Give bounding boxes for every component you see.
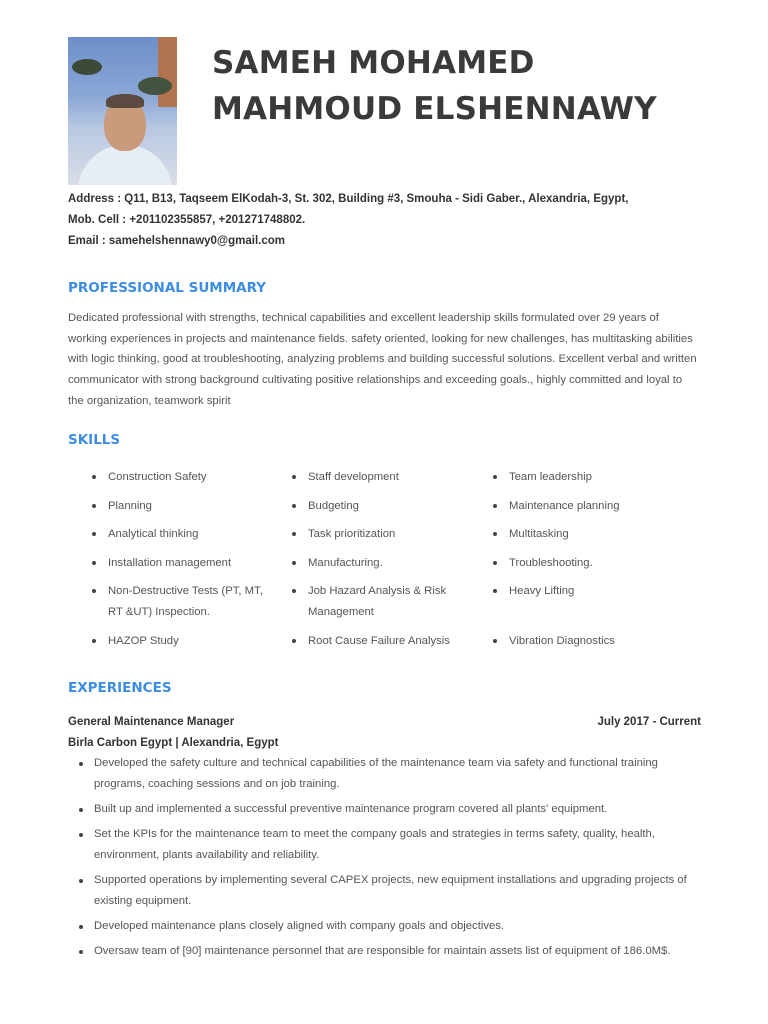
summary-heading: PROFESSIONAL SUMMARY — [68, 280, 267, 296]
job-dates: July 2017 - Current — [597, 716, 701, 728]
skill-item: HAZOP Study — [90, 631, 270, 652]
skill-item: Manufacturing. — [290, 553, 470, 574]
responsibility-item: Oversaw team of [90] maintenance personnel that are responsible for maintain assets list of equipment of 186.0M$. — [76, 941, 706, 962]
photo-hair — [106, 94, 144, 108]
skill-item: Vibration Diagnostics — [491, 631, 671, 652]
job-company: Birla Carbon Egypt | Alexandria, Egypt — [68, 737, 279, 749]
responsibility-item: Developed the safety culture and technical capabilities of the maintenance team via safety and functional training programs, coaching sessions and on job training. — [76, 753, 706, 795]
name-line-1: SAMEH MOHAMED — [212, 45, 535, 81]
responsibility-item: Built up and implemented a successful preventive maintenance program covered all plants' equipment. — [76, 799, 706, 820]
responsibility-item: Set the KPIs for the maintenance team to meet the company goals and strategies in terms safety, quality, health, environment, plants availability and reliability. — [76, 824, 706, 866]
skill-item: Heavy Lifting — [491, 581, 671, 602]
skill-item: Construction Safety — [90, 467, 270, 488]
skill-item: Team leadership — [491, 467, 671, 488]
skill-item: Staff development — [290, 467, 470, 488]
skill-item: Root Cause Failure Analysis — [290, 631, 470, 652]
skill-item: Non-Destructive Tests (PT, MT, RT &UT) Inspection. — [90, 581, 270, 622]
mobile-line: Mob. Cell : +201102355857, +201271748802. — [68, 214, 306, 226]
experiences-heading: EXPERIENCES — [68, 680, 172, 696]
job-responsibilities — [76, 753, 706, 966]
skill-item: Analytical thinking — [90, 524, 270, 545]
profile-photo — [68, 37, 177, 185]
skill-item: Installation management — [90, 553, 270, 574]
photo-palm-tree — [138, 77, 172, 95]
name-line-2: MAHMOUD ELSHENNAWY — [212, 91, 657, 127]
skill-item: Task prioritization — [290, 524, 470, 545]
skill-item: Job Hazard Analysis & Risk Management — [290, 581, 470, 622]
skill-item: Maintenance planning — [491, 496, 671, 517]
skill-item: Multitasking — [491, 524, 671, 545]
skill-item: Planning — [90, 496, 270, 517]
photo-shirt — [78, 145, 172, 185]
email-line: Email : samehelshennawy0@gmail.com — [68, 235, 286, 247]
responsibility-item: Developed maintenance plans closely aligned with company goals and objectives. — [76, 916, 706, 937]
contact-block — [68, 189, 728, 252]
job-title: General Maintenance Manager — [68, 716, 235, 728]
photo-palm-tree — [72, 59, 102, 75]
photo-background-wall — [158, 37, 177, 107]
skills-heading: SKILLS — [68, 432, 121, 448]
skill-item: Troubleshooting. — [491, 553, 671, 574]
address-line: Address : Q11, B13, Taqseem ElKodah-3, St. 302, Building #3, Smouha - Sidi Gaber., Alexandria, Egypt, — [68, 193, 629, 205]
candidate-name — [212, 40, 657, 132]
skill-item: Budgeting — [290, 496, 470, 517]
responsibility-item: Supported operations by implementing several CAPEX projects, new equipment installations and upgrading projects of existing equipment. — [76, 870, 706, 912]
summary-text: Dedicated professional with strengths, technical capabilities and excellent leadership skills formulated over 29 years of working experiences in projects and maintenance fields. safety oriented, looking for new challenges, has multitasking abilities with logic thinking, good at troubleshooting, analyzing problems and building successful solutions. Excellent verbal and written communicator with strong background cultivating positive relationships and exceeding goals., highly committed and loyal to the organization, teamwork spirit — [68, 312, 697, 407]
